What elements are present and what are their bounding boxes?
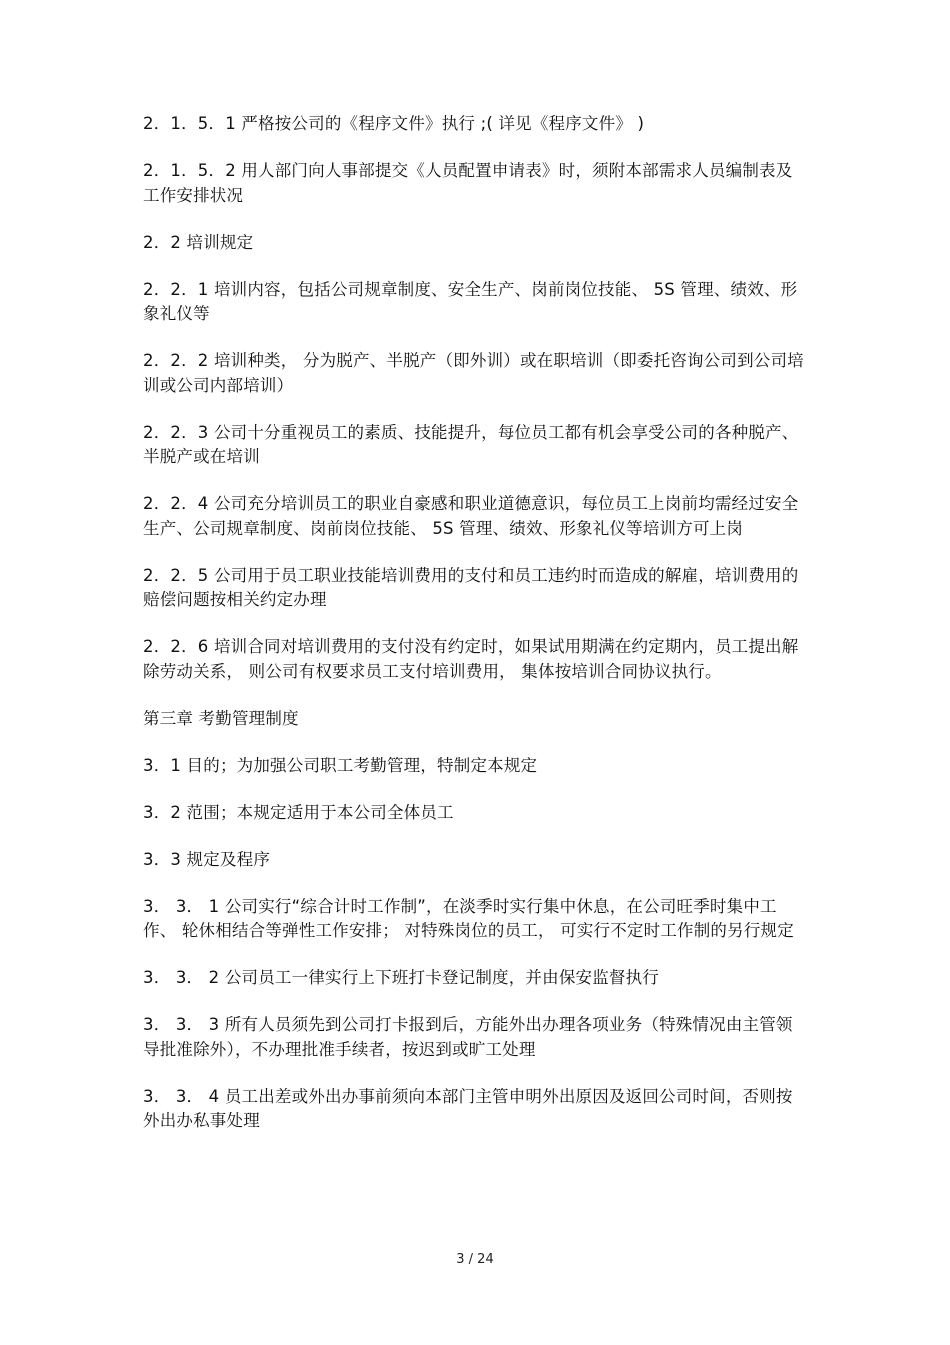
- paragraph-3-3-1: 3． 3． 1 公司实行“综合计时工作制”，在淡季时实行集中休息，在公司旺季时集中工作、 轮休相结合等弹性工作安排； 对特殊岗位的员工， 可实行不定时工作制的另行规定: [143, 896, 794, 940]
- paragraph-2-2-6: 2．2．6 培训合同对培训费用的支付没有约定时，如果试用期满在约定期内，员工提出解除劳动关系， 则公司有权要求员工支付培训费用， 集体按培训合同协议执行。: [143, 637, 799, 681]
- paragraph-3-3-4: 3． 3． 4 员工出差或外出办事前须向本部门主管申明外出原因及返回公司时间，否则按外出办私事处理: [143, 1086, 793, 1130]
- paragraph-2-2-3: 2．2．3 公司十分重视员工的素质、技能提升，每位员工都有机会享受公司的各种脱产、半脱产或在培训: [143, 422, 799, 466]
- paragraph-3-3-3: 3． 3． 3 所有人员须先到公司打卡报到后，方能外出办理各项业务（特殊情况由主管领导批准除外），不办理批准手续者，按迟到或旷工处理: [143, 1015, 793, 1059]
- paragraph-3-3-2: 3． 3． 2 公司员工一律实行上下班打卡登记制度，并由保安监督执行: [143, 968, 660, 987]
- page-number: 3 / 24: [456, 1252, 494, 1267]
- heading-3-3: 3．3 规定及程序: [143, 849, 271, 869]
- paragraph-2-2-4: 2．2．4 公司充分培训员工的职业自豪感和职业道德意识，每位员工上岗前均需经过安全生产、公司规章制度、岗前岗位技能、 5S 管理、绩效、形象礼仪等培训方可上岗: [143, 494, 799, 538]
- paragraph-2-2-2: 2．2．2 培训种类， 分为脱产、半脱产（即外训）或在职培训（即委托咨询公司到公司培训或公司内部培训）: [143, 351, 804, 395]
- page-content: [143, 112, 808, 1156]
- paragraph-2-2-5: 2．2．5 公司用于员工职业技能培训费用的支付和员工违约时而造成的解雇，培训费用的赔偿问题按相关约定办理: [143, 565, 799, 609]
- paragraph-3-1: 3．1 目的；为加强公司职工考勤管理，特制定本规定: [143, 755, 538, 775]
- chapter-3-heading: 第三章 考勤管理制度: [143, 708, 299, 728]
- heading-2-2: 2．2 培训规定: [143, 232, 254, 252]
- paragraph-2-1-5-1: 2．1．5．1 严格按公司的《程序文件》执行 ;( 详见《程序文件》 ): [143, 114, 645, 133]
- paragraph-2-2-1: 2．2．1 培训内容，包括公司规章制度、安全生产、岗前岗位技能、 5S 管理、绩效、形象礼仪等: [143, 279, 798, 323]
- paragraph-3-2: 3．2 范围；本规定适用于本公司全体员工: [143, 802, 454, 822]
- paragraph-2-1-5-2: 2．1．5．2 用人部门向人事部提交《人员配置申请表》时，须附本部需求人员编制表及工作安排状况: [143, 161, 793, 205]
